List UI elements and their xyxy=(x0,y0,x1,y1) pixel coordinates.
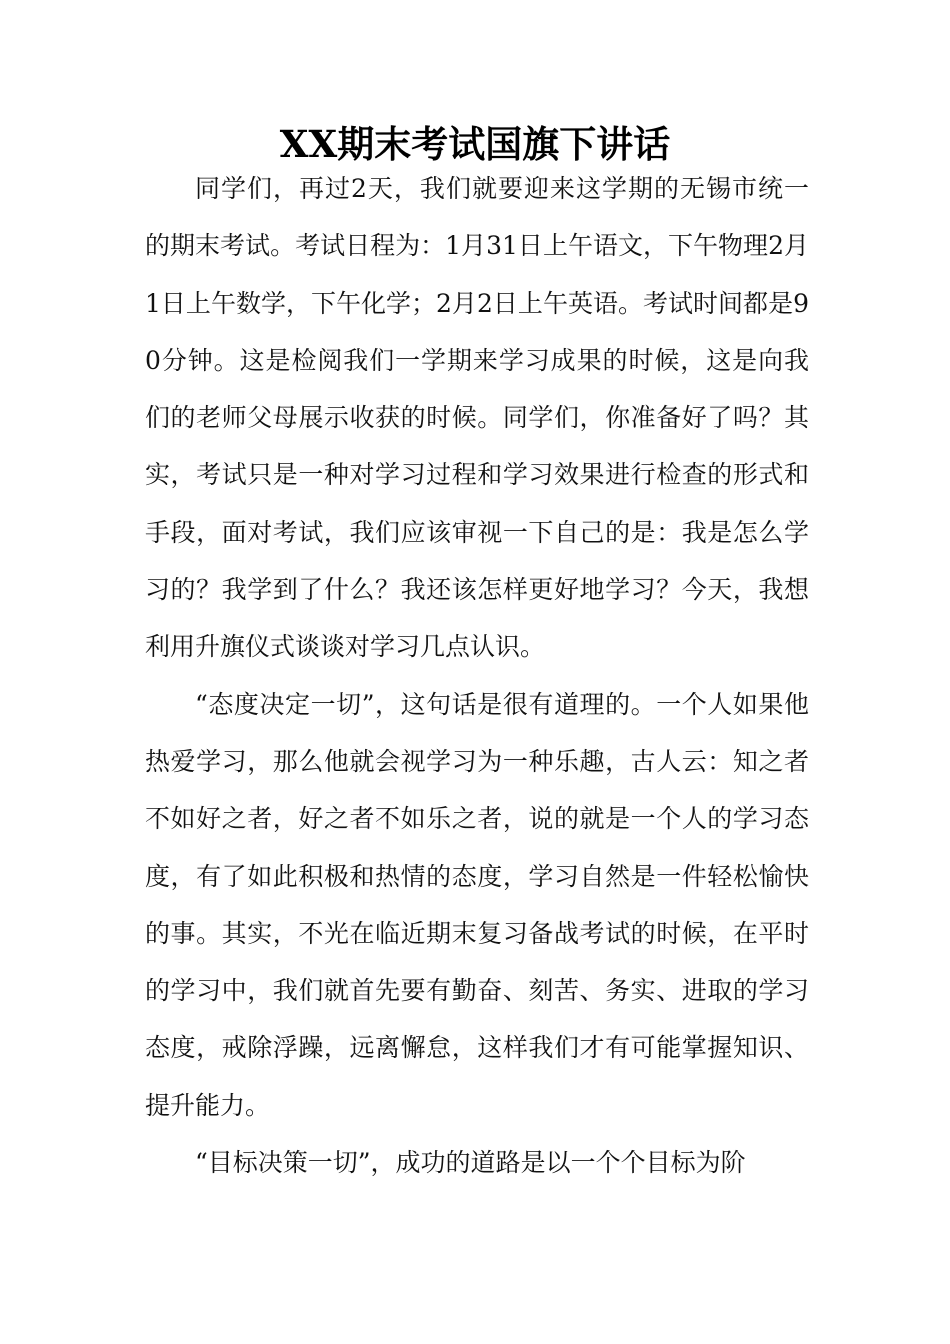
paragraph-attitude: “态度决定一切”，这句话是很有道理的。一个人如果他热爱学习，那么他就会视学习为一种乐趣，古人云：知之者不如好之者，好之者不如乐之者，说的就是一个人的学习态度，有了如此积极和热情的态度，学习自然是一件轻松愉快的事。其实，不光在临近期末复习备战考试的时候，在平时的学习中，我们就首先要有勤奋、刻苦、务实、进取的学习态度，戒除浮躁，远离懈怠，这样我们才有可能掌握知识、提升能力。 xyxy=(145,689,809,1120)
paragraph-intro: 同学们，再过2天，我们就要迎来这学期的无锡市统一的期末考试。考试日程为：1月31日上午语文，下午物理2月1日上午数学，下午化学；2月2日上午英语。考试时间都是90分钟。这是检阅我们一学期来学习成果的时候，这是向我们的老师父母展示收获的时候。同学们，你准备好了吗？其实，考试只是一种对学习过程和学习效果进行检查的形式和手段，面对考试，我们应该审视一下自己的是：我是怎么学习的？我学到了什么？我还该怎样更好地学习？今天，我想利用升旗仪式谈谈对学习几点认识。 xyxy=(145,174,809,662)
document-body xyxy=(145,160,809,1191)
document-title: XX期末考试国旗下讲话 xyxy=(279,122,671,166)
paragraph-goal: “目标决策一切”，成功的道路是以一个个目标为阶 xyxy=(195,1148,746,1178)
